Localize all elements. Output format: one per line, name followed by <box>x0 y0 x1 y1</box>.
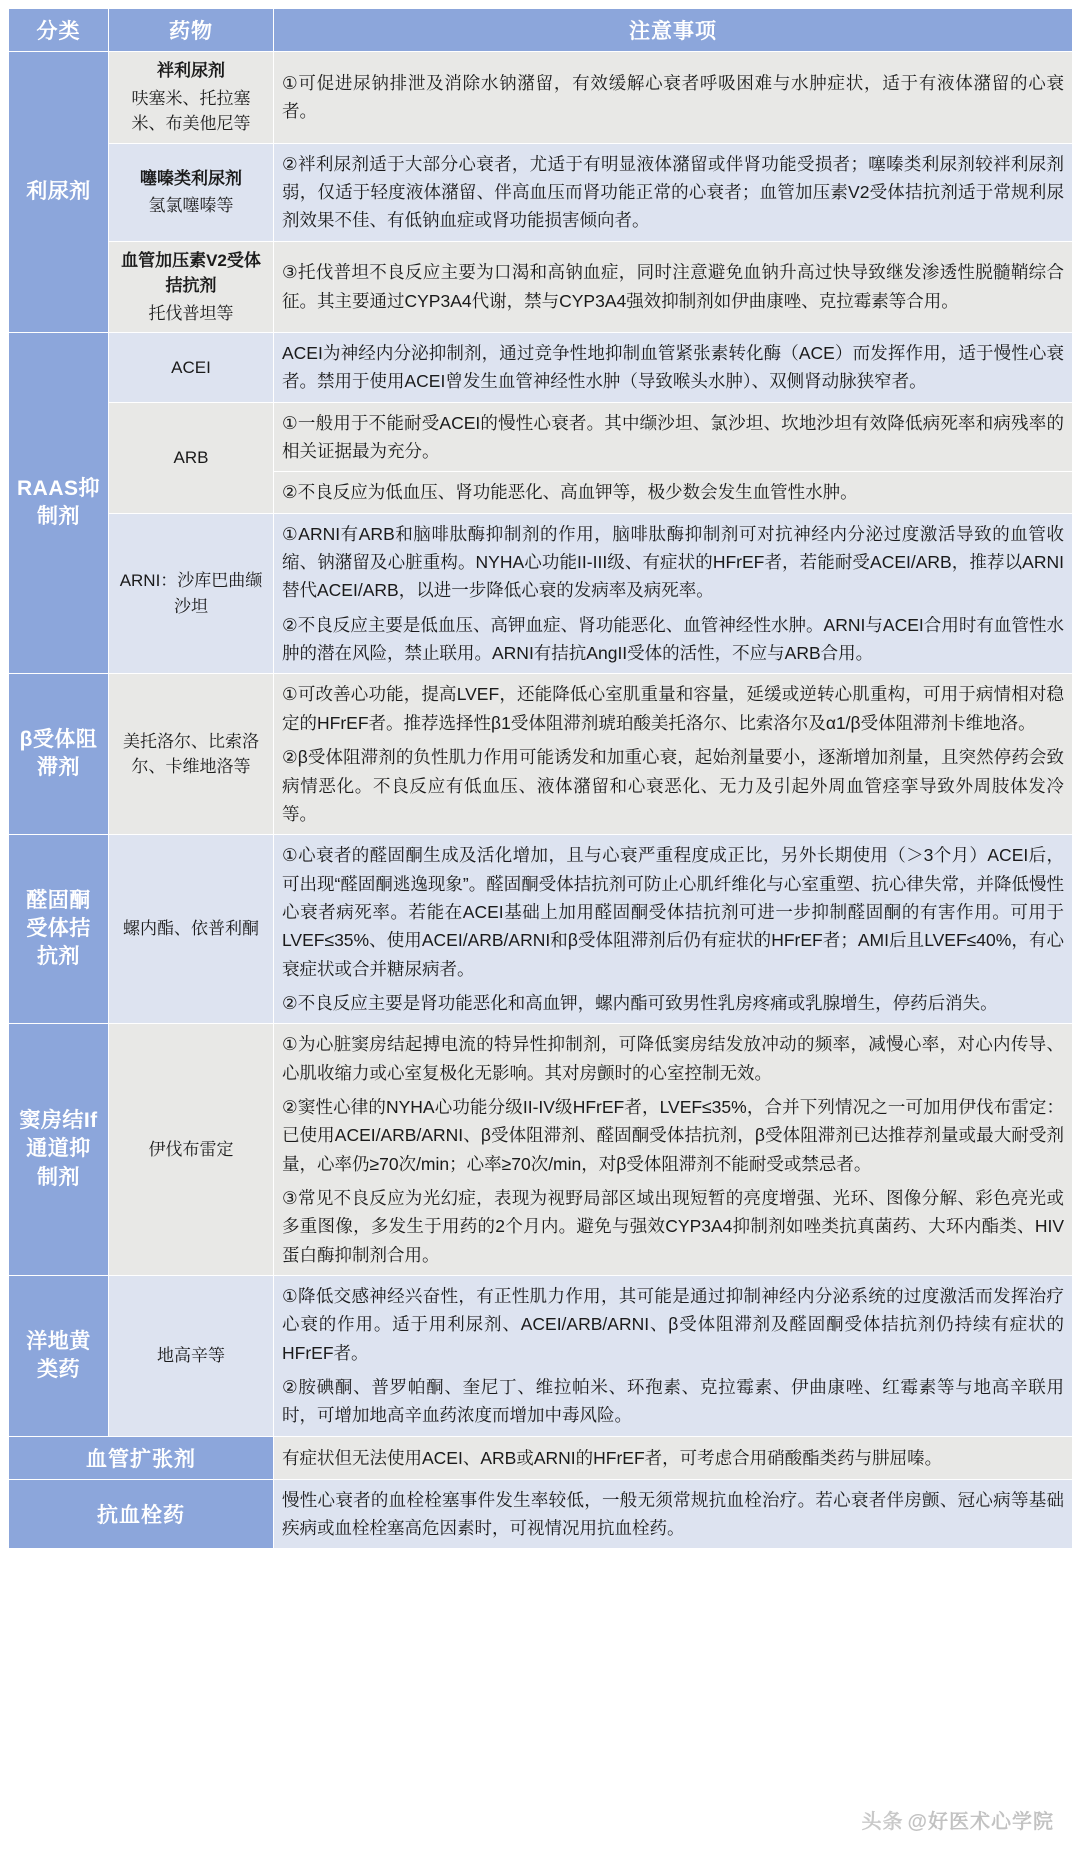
drug-name-sub: 氢氯噻嗪等 <box>148 196 234 216</box>
notes-paragraph: ③常见不良反应为光幻症，表现为视野局部区域出现短暂的亮度增强、光环、图像分解、彩色亮光或多重图像，多发生于用药的2个月内。避免与强效CYP3A4抑制剂如唑类抗真菌药、大环内酯类、HIV蛋白酶抑制剂合用。 <box>282 1187 1064 1265</box>
table-header <box>9 9 1073 52</box>
drug-cell: 美托洛尔、比索洛尔、卡维地洛等 <box>109 674 274 835</box>
notes-paragraph: ②β受体阻滞剂的负性肌力作用可能诱发和加重心衰，起始剂量要小，逐渐增加剂量，且突然停药会致病情恶化。不良反应有低血压、液体潴留和心衰恶化、无力及引起外周血管痉挛导致外周肢体发冷等。 <box>282 747 1064 824</box>
notes-paragraph: ②不良反应主要是肾功能恶化和高血钾，螺内酯可致男性乳房疼痛或乳腺增生，停药后消失。 <box>282 992 998 1013</box>
notes-cell: ①一般用于不能耐受ACEI的慢性心衰者。其中缬沙坦、氯沙坦、坎地沙坦有效降低病死率和病残率的相关证据最为充分。 <box>274 402 1073 472</box>
watermark <box>861 1805 1054 1834</box>
category-cell-diuretics: 利尿剂 <box>9 52 109 333</box>
notes-cell <box>274 513 1073 674</box>
drug-cell <box>109 241 274 333</box>
drug-cell: 地高辛等 <box>109 1276 274 1437</box>
drug-cell <box>109 52 274 144</box>
table-row <box>9 513 1073 674</box>
table-row <box>9 1479 1073 1549</box>
notes-cell <box>274 835 1073 1024</box>
table-header-row <box>9 9 1073 52</box>
heart-failure-medication-table <box>8 8 1073 1549</box>
table-row <box>9 241 1073 333</box>
notes-cell: ③托伐普坦不良反应主要为口渴和高钠血症，同时注意避免血钠升高过快导致继发渗透性脱髓鞘综合征。其主要通过CYP3A4代谢，禁与CYP3A4强效抑制剂如伊曲康唑、克拉霉素等合用。 <box>274 241 1073 333</box>
watermark-logo: 头条 <box>861 1811 904 1833</box>
notes-paragraph: ②窦性心律的NYHA心功能分级II-IV级HFrEF者，LVEF≤35%，合并下列情况之一可加用伊伐布雷定：已使用ACEI/ARB/ARNI、β受体阻滞剂、醛固酮受体拮抗剂，β受体阻滞剂已达推荐剂量或最大耐受剂量，心率仍≥70次/min；心率≥70次/min，对β受体阻滞剂不能耐受或禁忌者。 <box>282 1096 1064 1174</box>
table-row <box>9 1436 1073 1479</box>
notes-cell: ②不良反应为低血压、肾功能恶化、高血钾等，极少数会发生血管性水肿。 <box>274 472 1073 513</box>
notes-cell: 慢性心衰者的血栓栓塞事件发生率较低，一般无须常规抗血栓治疗。若心衰者伴房颤、冠心病等基础疾病或血栓栓塞高危因素时，可视情况用抗血栓药。 <box>274 1479 1073 1549</box>
table-body <box>9 52 1073 1549</box>
notes-paragraph: ②不良反应主要是低血压、高钾血症、肾功能恶化、血管神经性水肿。ARNI与ACEI合用时有血管性水肿的潜在风险，禁止联用。ARNI有拮抗AngII受体的活性，不应与ARB合用。 <box>282 614 1064 664</box>
table-row <box>9 835 1073 1024</box>
column-header-drug: 药物 <box>109 9 274 52</box>
drug-cell: ACEI <box>109 333 274 403</box>
table-row <box>9 1276 1073 1437</box>
notes-cell: ①可促进尿钠排泄及消除水钠潴留，有效缓解心衰者呼吸困难与水肿症状，适于有液体潴留的心衰者。 <box>274 52 1073 144</box>
notes-paragraph: ①降低交感神经兴奋性，有正性肌力作用，其可能是通过抑制神经内分泌系统的过度激活而发挥治疗心衰的作用。适于用利尿剂、ACEI/ARB/ARNI、β受体阻滞剂及醛固酮受体拮抗剂仍持续有症状的HFrEF者。 <box>282 1286 1064 1363</box>
category-cell-sinus-node-if-channel-inhibitor: 窦房结If通道抑制剂 <box>9 1024 109 1276</box>
drug-name-sub: 呋塞米、托拉塞米、布美他尼等 <box>131 88 251 133</box>
notes-cell: 有症状但无法使用ACEI、ARB或ARNI的HFrEF者，可考虑合用硝酸酯类药与肼屈嗪。 <box>274 1436 1073 1479</box>
category-cell-raas-inhibitors: RAAS抑制剂 <box>9 333 109 674</box>
category-cell-digitalis: 洋地黄类药 <box>9 1276 109 1437</box>
notes-paragraph: ①可改善心功能，提高LVEF，还能降低心室肌重量和容量，延缓或逆转心肌重构，可用于病情相对稳定的HFrEF者。推荐选择性β1受体阻滞剂琥珀酸美托洛尔、比索洛尔及α1/β受体阻滞剂卡维地洛。 <box>282 684 1064 733</box>
notes-cell <box>274 674 1073 835</box>
notes-cell <box>274 1276 1073 1437</box>
drug-cell: ARNI：沙库巴曲缬沙坦 <box>109 513 274 674</box>
drug-cell <box>109 143 274 241</box>
drug-cell: ARB <box>109 402 274 513</box>
table-row <box>9 52 1073 144</box>
watermark-text: @好医术心学院 <box>907 1811 1054 1833</box>
notes-paragraph: ②胺碘酮、普罗帕酮、奎尼丁、维拉帕米、环孢素、克拉霉素、伊曲康唑、红霉素等与地高辛联用时，可增加地高辛血药浓度而增加中毒风险。 <box>282 1377 1064 1426</box>
category-cell-aldosterone-antagonists: 醛固酮受体拮抗剂 <box>9 835 109 1024</box>
table-row <box>9 143 1073 241</box>
category-cell-antithrombotics: 抗血栓药 <box>9 1479 274 1549</box>
column-header-category: 分类 <box>9 9 109 52</box>
drug-name-bold: 血管加压素V2受体拮抗剂 <box>121 250 261 296</box>
column-header-notes: 注意事项 <box>274 9 1073 52</box>
notes-cell: ACEI为神经内分泌抑制剂，通过竞争性地抑制血管紧张素转化酶（ACE）而发挥作用，适于慢性心衰者。禁用于使用ACEI曾发生血管神经性水肿（导致喉头水肿）、双侧肾动脉狭窄者。 <box>274 333 1073 403</box>
category-cell-vasodilators: 血管扩张剂 <box>9 1436 274 1479</box>
table-row <box>9 674 1073 835</box>
notes-paragraph: ①ARNI有ARB和脑啡肽酶抑制剂的作用，脑啡肽酶抑制剂可对抗神经内分泌过度激活导致的血管收缩、钠潴留及心脏重构。NYHA心功能II-III级、有症状的HFrEF者，若能耐受ACEI/ARB，推荐以ARNI替代ACEI/ARB，以进一步降低心衰的发病率及病死率。 <box>282 523 1064 601</box>
category-cell-beta-blockers: β受体阻滞剂 <box>9 674 109 835</box>
notes-cell <box>274 1024 1073 1276</box>
table-row <box>9 1024 1073 1276</box>
drug-cell: 伊伐布雷定 <box>109 1024 274 1276</box>
table-row <box>9 333 1073 403</box>
drug-name-bold: 噻嗪类利尿剂 <box>140 168 242 188</box>
drug-name-sub: 托伐普坦等 <box>148 303 234 323</box>
notes-paragraph: ①心衰者的醛固酮生成及活化增加，且与心衰严重程度成正比，另外长期使用（＞3个月）ACEI后，可出现“醛固酮逃逸现象”。醛固酮受体拮抗剂可防止心肌纤维化与心室重塑、抗心律失常，并降低慢性心衰者病死率。若能在ACEI基础上加用醛固酮受体拮抗剂可进一步抑制醛固酮的有害作用。可用于LVEF≤35%、使用ACEI/ARB/ARNI和β受体阻滞剂后仍有症状的HFrEF者；AMI后且LVEF≤40%，有心衰症状或合并糖尿病者。 <box>282 845 1064 979</box>
notes-cell: ②袢利尿剂适于大部分心衰者，尤适于有明显液体潴留或伴肾功能受损者；噻嗪类利尿剂较袢利尿剂弱，仅适于轻度液体潴留、伴高血压而肾功能正常的心衰者；血管加压素V2受体拮抗剂适于常规利尿剂效果不佳、有低钠血症或肾功能损害倾向者。 <box>274 143 1073 241</box>
drug-name-bold: 袢利尿剂 <box>157 61 225 80</box>
notes-paragraph: ①为心脏窦房结起搏电流的特异性抑制剂，可降低窦房结发放冲动的频率，减慢心率，对心内传导、心肌收缩力或心室复极化无影响。其对房颤时的心室控制无效。 <box>282 1034 1064 1083</box>
drug-cell: 螺内酯、依普利酮 <box>109 835 274 1024</box>
table-row <box>9 402 1073 472</box>
